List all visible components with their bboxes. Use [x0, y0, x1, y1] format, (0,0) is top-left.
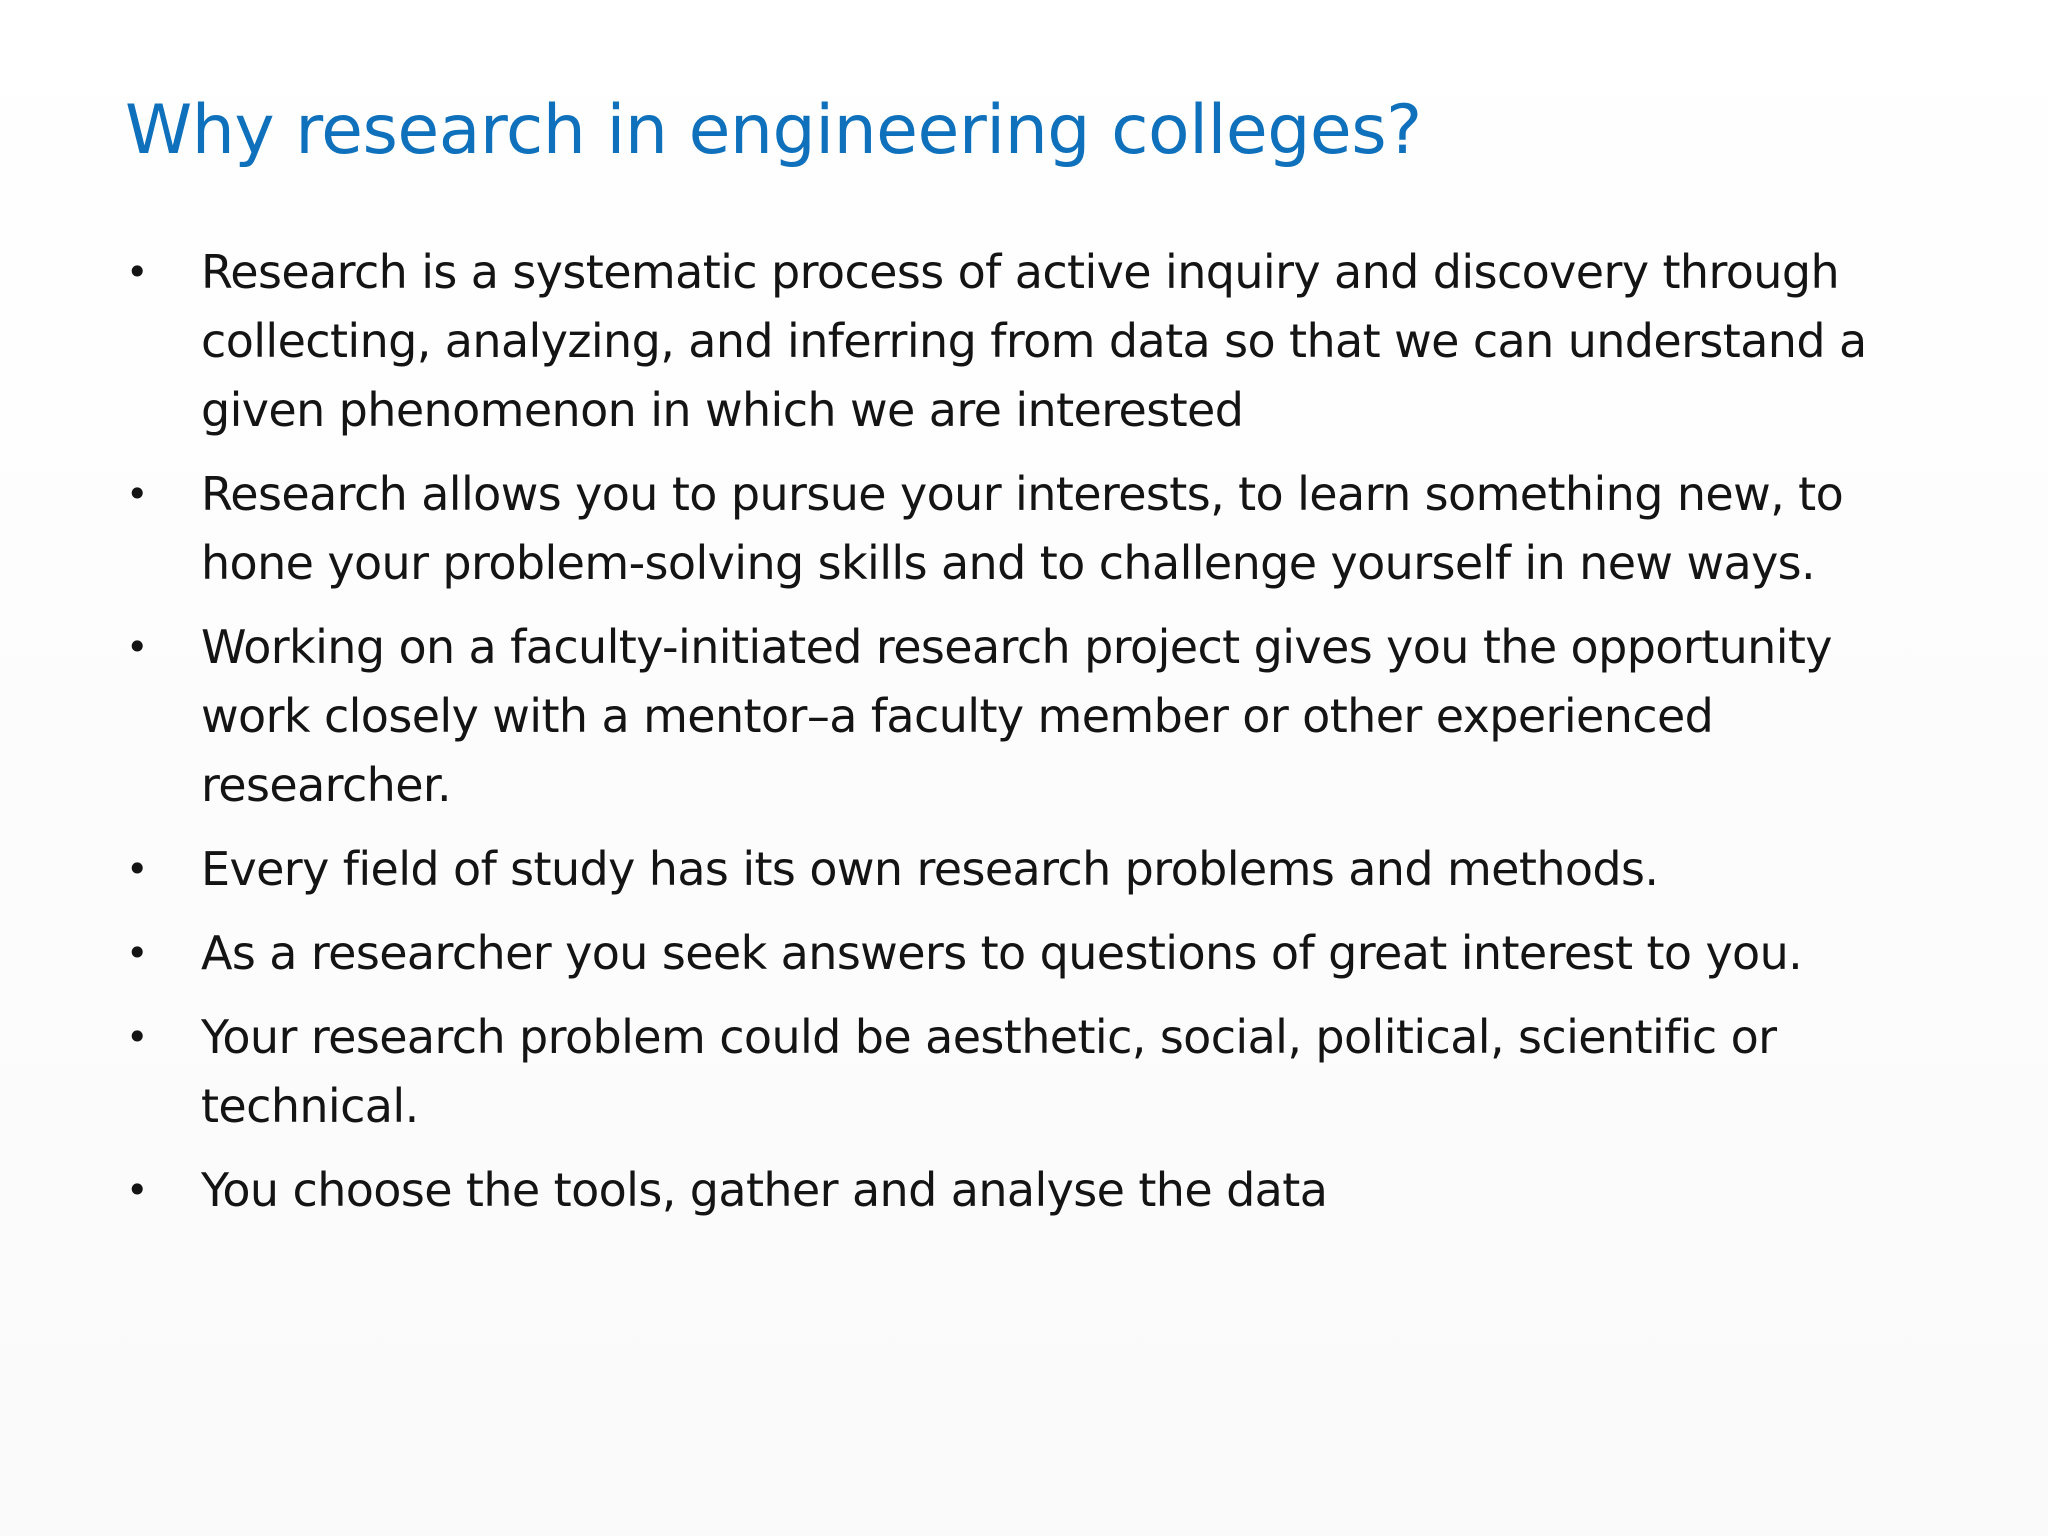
bullet-item — [120, 1003, 1950, 1141]
bullet-dot-icon: • — [126, 1015, 148, 1059]
bullet-item — [120, 238, 1950, 445]
bullet-text: You choose the tools, gather and analyse the data — [201, 1163, 1328, 1217]
bullet-item — [120, 460, 1950, 598]
bullet-text: Your research problem could be aesthetic, social, political, scientific or technical. — [201, 1010, 1777, 1133]
bullet-dot-icon: • — [126, 847, 148, 891]
bullet-dot-icon: • — [126, 1168, 148, 1212]
bullet-item — [120, 835, 1950, 904]
bullet-item — [120, 919, 1950, 988]
bullet-dot-icon: • — [126, 625, 148, 669]
bullet-text: Research allows you to pursue your interests, to learn something new, to hone your problem-solving skills and to challenge yourself in new ways. — [201, 467, 1844, 590]
bullet-text: Every field of study has its own research problems and methods. — [201, 842, 1659, 896]
bullet-dot-icon: • — [126, 472, 148, 516]
bullet-list — [120, 238, 1950, 1240]
bullet-item — [120, 613, 1950, 820]
bullet-text: Research is a systematic process of active inquiry and discovery through collecting, analyzing, and inferring from data so that we can understand a given phenomenon in which we are interested — [201, 245, 1867, 437]
bullet-dot-icon: • — [126, 250, 148, 294]
bullet-text: Working on a faculty-initiated research project gives you the opportunity work closely with a mentor–a faculty member or other experienced researcher. — [201, 620, 1832, 812]
bullet-item — [120, 1156, 1950, 1225]
bullet-text: As a researcher you seek answers to questions of great interest to you. — [201, 926, 1803, 980]
slide-title: Why research in engineering colleges? — [125, 91, 1422, 170]
bullet-dot-icon: • — [126, 931, 148, 975]
